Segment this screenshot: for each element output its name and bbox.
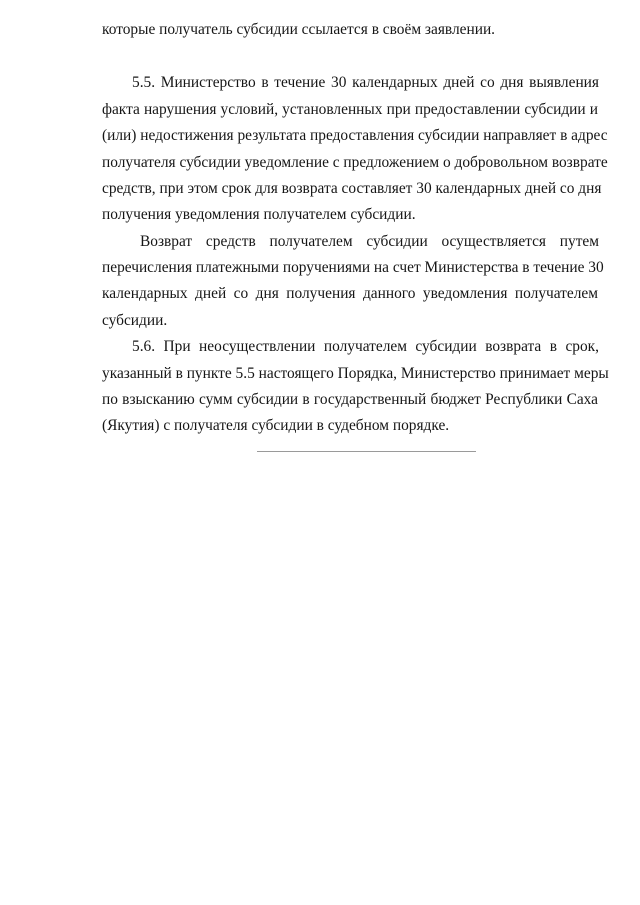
text-line: (Якутия) с получателя субсидии в судебном порядке. [102, 417, 450, 434]
paragraph-return-first-line: Возврат средств получателем субсидии осуществляется путем [140, 233, 599, 250]
paragraph-5-5-first-line: 5.5. Министерство в течение 30 календарных дней со дня выявления [132, 74, 599, 91]
text-line: календарных дней со дня получения данного уведомления получателем [102, 285, 598, 302]
text-line: субсидии. [102, 312, 168, 329]
end-separator-line [257, 451, 476, 452]
text-line: по взысканию сумм субсидии в государственный бюджет Республики Саха [102, 391, 598, 408]
text-line: указанный в пункте 5.5 настоящего Порядка, Министерство принимает меры [102, 365, 609, 382]
paragraph-5-6-first-line: 5.6. При неосуществлении получателем субсидии возврата в срок, [132, 338, 599, 355]
text-line: которые получатель субсидии ссылается в своём заявлении. [102, 21, 496, 38]
text-line: получателя субсидии уведомление с предложением о добровольном возврате [102, 154, 608, 171]
text-line: средств, при этом срок для возврата составляет 30 календарных дней со дня [102, 180, 602, 197]
text-line: перечисления платежными поручениями на счет Министерства в течение 30 [102, 259, 604, 276]
text-line: факта нарушения условий, установленных при предоставлении субсидии и [102, 101, 598, 118]
text-line: получения уведомления получателем субсидии. [102, 206, 416, 223]
text-line: (или) недостижения результата предоставления субсидии направляет в адрес [102, 127, 608, 144]
